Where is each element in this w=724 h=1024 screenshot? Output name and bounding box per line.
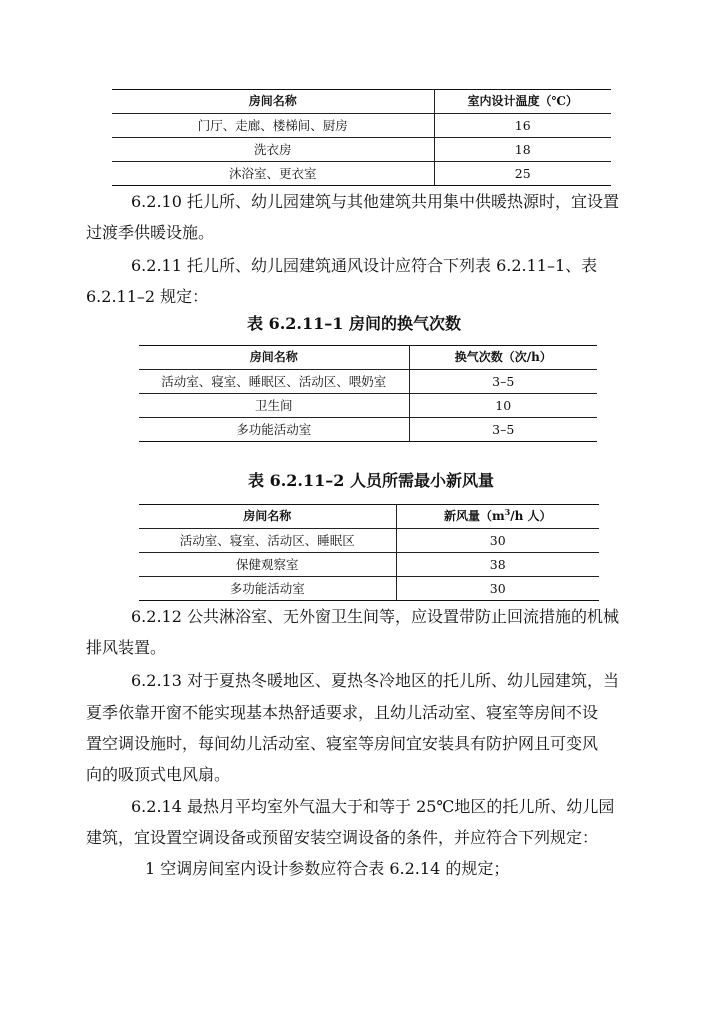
clause-6-2-11-line-1: 6.2.11 托儿所、幼儿园建筑通风设计应符合下列表 6.2.11–1、表	[131, 256, 598, 275]
room-name-cell: 活动室、寝室、活动区、睡眠区	[139, 529, 396, 553]
room-name-cell: 活动室、寝室、睡眠区、活动区、喂奶室	[139, 370, 409, 394]
table-row	[139, 370, 597, 394]
table-header-row	[139, 505, 599, 529]
header-design-temperature: 室内设计温度（℃）	[434, 90, 611, 114]
header-value-unit: /h 人）	[510, 509, 552, 523]
table-row	[139, 553, 599, 577]
fresh-air-cell: 30	[396, 577, 599, 601]
header-fresh-air-volume	[396, 505, 599, 529]
clause-6-2-10-line-2: 过渡季供暖设施。	[86, 223, 215, 242]
clause-6-2-12-line-1: 6.2.12 公共淋浴室、无外窗卫生间等，应设置带防止回流措施的机械	[131, 607, 619, 626]
table-row	[139, 418, 597, 442]
clause-6-2-13-line-1: 6.2.13 对于夏热冬暖地区、夏热冬冷地区的托儿所、幼儿园建筑，当	[131, 671, 619, 690]
header-air-change-rate: 换气次数（次/h）	[409, 346, 597, 370]
room-name-cell: 沐浴室、更衣室	[112, 162, 434, 186]
air-change-cell: 3–5	[409, 418, 597, 442]
clause-6-2-13-line-3: 置空调设施时，每间幼儿活动室、寝室等房间宜安装具有防护网且可变风	[86, 734, 599, 753]
clause-6-2-13-line-2: 夏季依靠开窗不能实现基本热舒适要求，且幼儿活动室、寝室等房间不设	[86, 703, 599, 722]
temperature-cell: 25	[434, 162, 611, 186]
indoor-temperature-table	[112, 89, 611, 186]
air-change-rate-table	[139, 345, 597, 442]
table-header-row	[139, 346, 597, 370]
table-row	[112, 114, 611, 138]
header-room-name: 房间名称	[139, 346, 409, 370]
fresh-air-volume-table	[139, 504, 599, 601]
table-6-2-11-2-caption: 表 6.2.11–2 人员所需最小新风量	[248, 471, 494, 490]
clause-6-2-14-line-2: 建筑，宜设置空调设备或预留安装空调设备的条件，并应符合下列规定：	[86, 828, 599, 847]
table-row	[139, 577, 599, 601]
header-room-name: 房间名称	[112, 90, 434, 114]
header-room-name: 房间名称	[139, 505, 396, 529]
table-row	[139, 394, 597, 418]
table-row	[112, 138, 611, 162]
table-row	[112, 162, 611, 186]
air-change-cell: 3–5	[409, 370, 597, 394]
temperature-cell: 16	[434, 114, 611, 138]
room-name-cell: 卫生间	[139, 394, 409, 418]
room-name-cell: 多功能活动室	[139, 418, 409, 442]
clause-6-2-12-line-2: 排风装置。	[86, 638, 167, 657]
table-6-2-11-1-caption: 表 6.2.11–1 房间的换气次数	[247, 314, 461, 333]
room-name-cell: 洗衣房	[112, 138, 434, 162]
clause-6-2-13-line-4: 向的吸顶式电风扇。	[86, 765, 231, 784]
superscript-3: 3	[504, 507, 511, 517]
table-row	[139, 529, 599, 553]
clause-6-2-10-line-1: 6.2.10 托儿所、幼儿园建筑与其他建筑共用集中供暖热源时，宜设置	[131, 192, 619, 211]
room-name-cell: 多功能活动室	[139, 577, 396, 601]
room-name-cell: 门厅、走廊、楼梯间、厨房	[112, 114, 434, 138]
fresh-air-cell: 30	[396, 529, 599, 553]
table-header-row	[112, 90, 611, 114]
clause-6-2-14-line-1: 6.2.14 最热月平均室外气温大于和等于 25℃地区的托儿所、幼儿园	[131, 797, 615, 816]
room-name-cell: 保健观察室	[139, 553, 396, 577]
temperature-cell: 18	[434, 138, 611, 162]
clause-6-2-11-line-2: 6.2.11–2 规定：	[86, 287, 209, 306]
clause-6-2-14-item-1: 1 空调房间室内设计参数应符合表 6.2.14 的规定；	[145, 859, 510, 878]
fresh-air-cell: 38	[396, 553, 599, 577]
header-value-text: 新风量（m	[443, 509, 505, 523]
air-change-cell: 10	[409, 394, 597, 418]
